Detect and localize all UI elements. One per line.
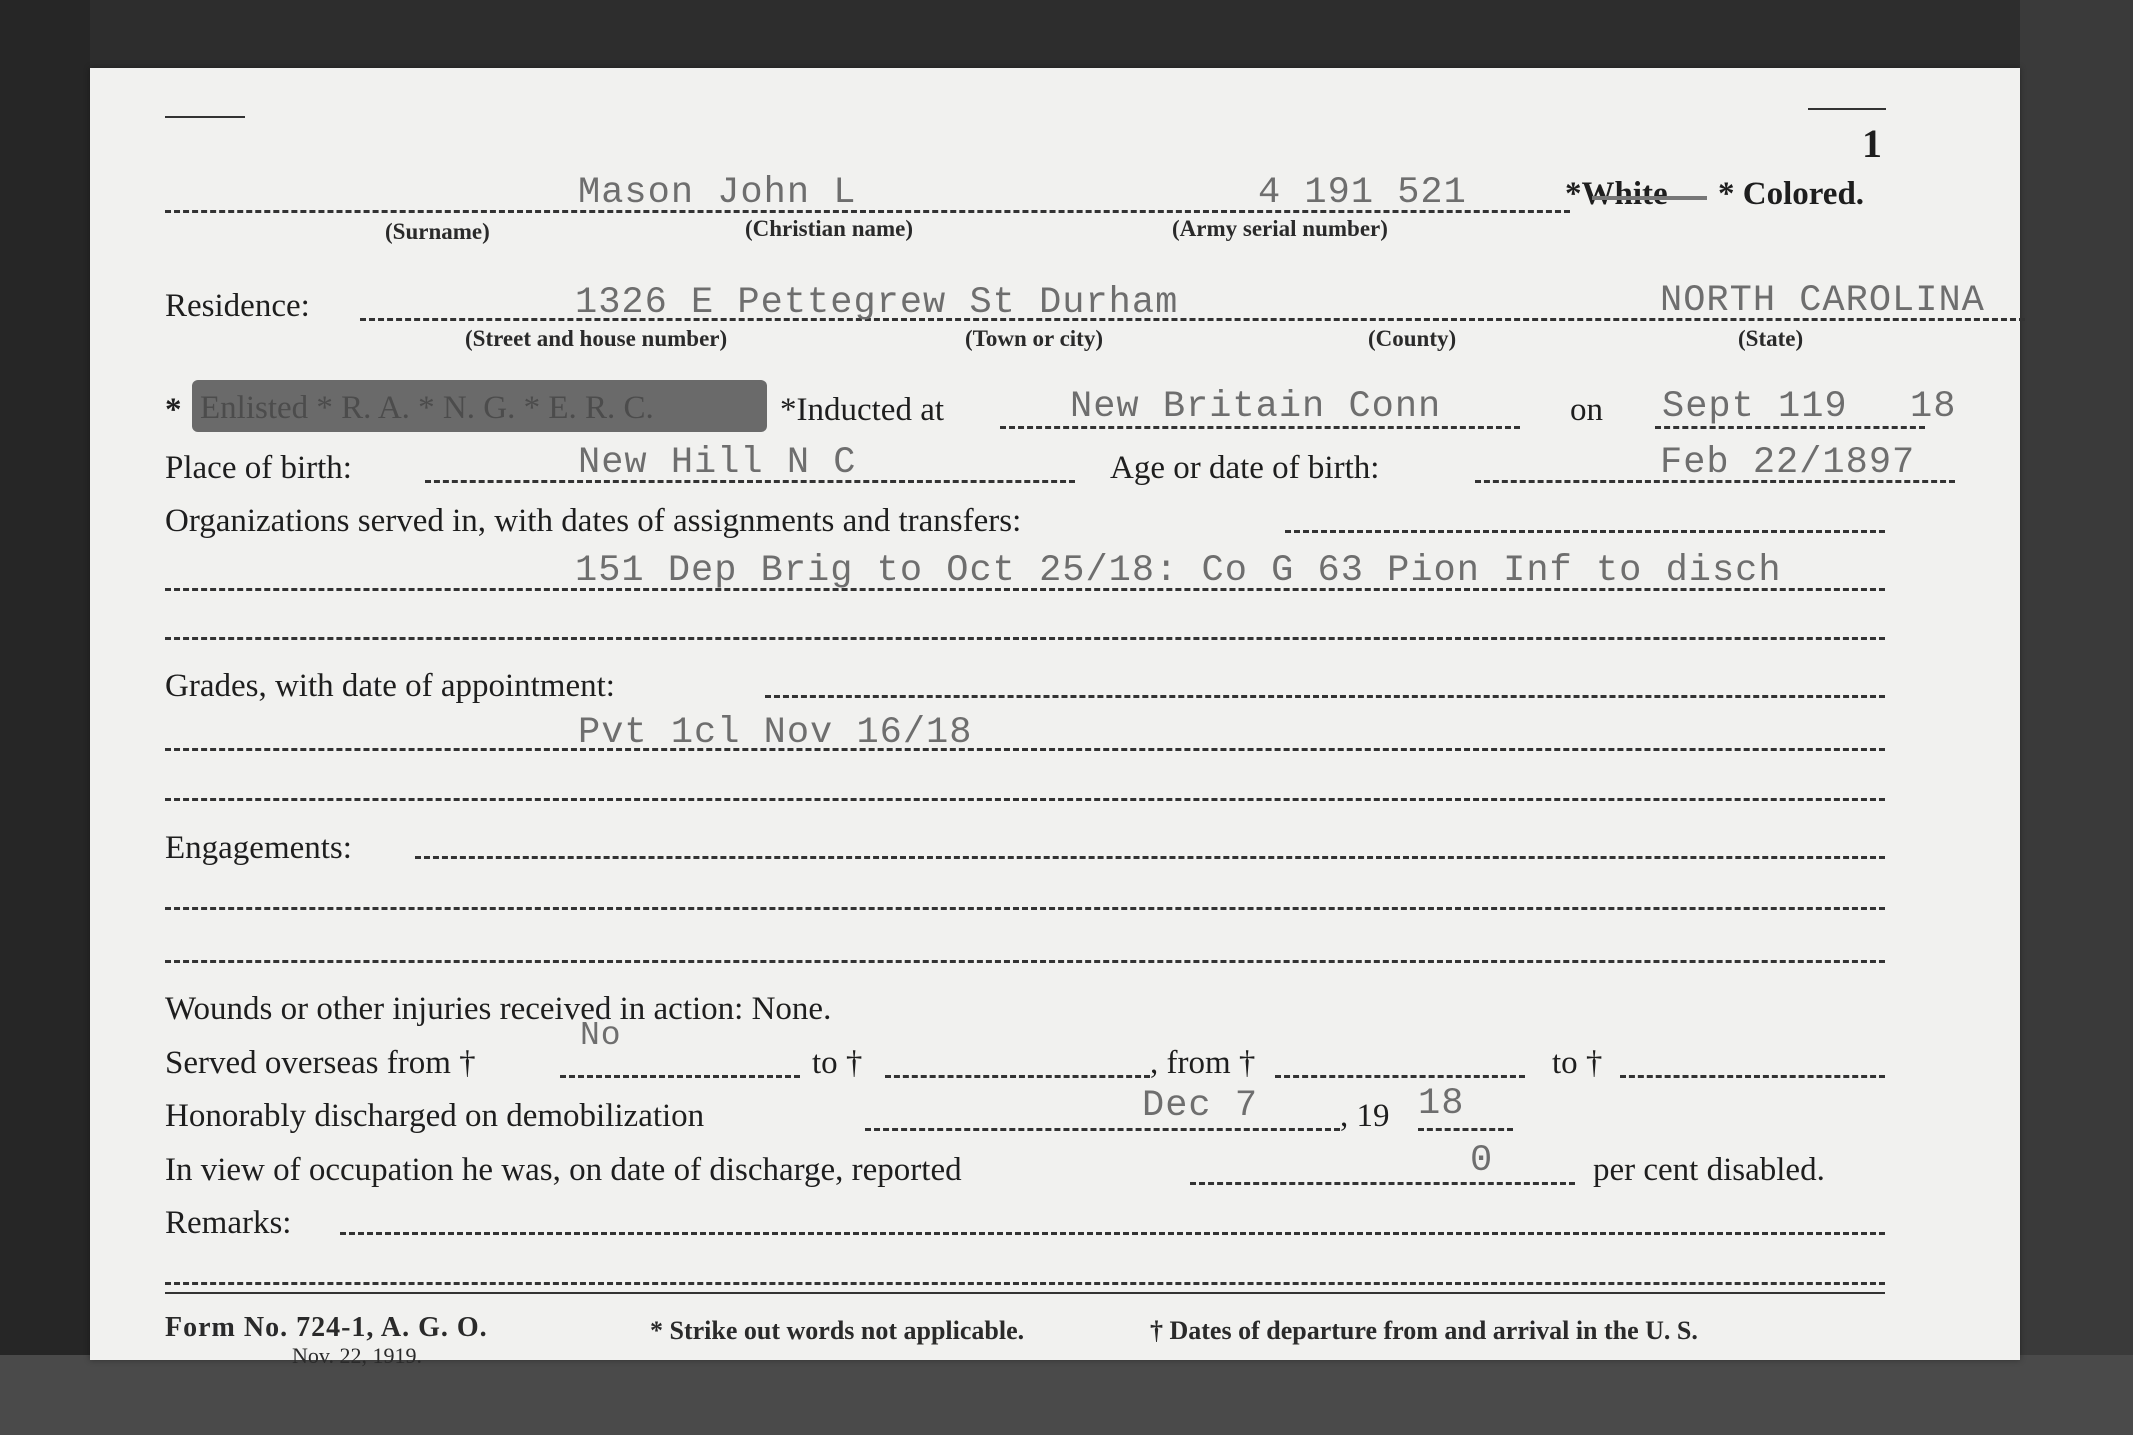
discharge-year: 18 — [1418, 1083, 1465, 1125]
disability-line — [1190, 1182, 1575, 1185]
overseas-to-line-1 — [885, 1075, 1150, 1078]
birth-place-value: New Hill N C — [578, 442, 857, 484]
organizations-line-1 — [1285, 530, 1885, 533]
residence-street-city: 1326 E Pettegrew St Durham — [575, 282, 1179, 324]
overseas-to-label-1: to † — [812, 1045, 863, 1081]
remarks-line-2 — [165, 1282, 1885, 1285]
form-number: Form No. 724-1, A. G. O. — [165, 1312, 488, 1343]
overseas-from-label-2: , from † — [1150, 1045, 1256, 1081]
discharge-year-prefix: , 19 — [1340, 1098, 1390, 1134]
redacted-enlisted-text: Enlisted * R. A. * N. G. * E. R. C. — [200, 390, 654, 426]
residence-label: Residence: — [165, 288, 310, 324]
inducted-place: New Britain Conn — [1070, 386, 1442, 428]
engagements-label: Engagements: — [165, 830, 352, 866]
organizations-label: Organizations served in, with dates of assignments and transfers: — [165, 503, 1022, 539]
serial-value: 4 191 521 — [1258, 172, 1467, 214]
surname-caption: (Surname) — [385, 219, 490, 244]
overseas-from-line-2 — [1275, 1075, 1525, 1078]
name-value: Mason John L — [578, 172, 857, 214]
disability-suffix: per cent disabled. — [1593, 1152, 1825, 1188]
footnote-dates: † Dates of departure from and arrival in the U. S. — [1150, 1316, 1698, 1345]
residence-state: NORTH CAROLINA — [1660, 280, 1985, 322]
grades-label: Grades, with date of appointment: — [165, 668, 615, 704]
inducted-label: *Inducted at — [780, 392, 945, 428]
page-number: 1 — [1862, 121, 1882, 166]
background-left — [0, 0, 90, 1435]
race-colored-label: * Colored. — [1718, 176, 1865, 212]
discharge-date-line — [865, 1128, 1340, 1131]
disability-label: In view of occupation he was, on date of discharge, reported — [165, 1152, 962, 1188]
remarks-label: Remarks: — [165, 1205, 292, 1241]
discharge-label: Honorably discharged on demobilization — [165, 1098, 705, 1134]
grades-line-3 — [165, 798, 1885, 801]
organizations-value: 151 Dep Brig to Oct 25/18: Co G 63 Pion Inf to disch — [575, 550, 1782, 592]
county-caption: (County) — [1368, 326, 1457, 351]
birth-place-label: Place of birth: — [165, 450, 352, 486]
organizations-line-3 — [165, 637, 1885, 640]
grades-line-1 — [765, 695, 1885, 698]
footnote-strike-out: * Strike out words not applicable. — [650, 1316, 1025, 1345]
overseas-from-line — [560, 1075, 800, 1078]
inducted-year: 18 — [1910, 386, 1957, 428]
top-right-rule — [1808, 108, 1886, 110]
enlisted-star: * — [165, 392, 182, 428]
grades-line-2 — [165, 748, 1885, 751]
wounds-label: Wounds or other injuries received in action: None. — [165, 991, 832, 1027]
christian-name-caption: (Christian name) — [745, 216, 914, 241]
overseas-to-label-2: to † — [1552, 1045, 1603, 1081]
engagements-line-3 — [165, 960, 1885, 963]
state-caption: (State) — [1738, 326, 1804, 351]
overseas-to-line-2 — [1620, 1075, 1885, 1078]
engagements-line-1 — [415, 856, 1885, 859]
remarks-line-1 — [340, 1232, 1885, 1235]
background-right — [2020, 0, 2133, 1435]
grades-value: Pvt 1cl Nov 16/18 — [578, 712, 973, 754]
overseas-value: No — [580, 1017, 622, 1054]
inducted-date: Sept 119 — [1662, 386, 1848, 428]
disability-value: 0 — [1470, 1140, 1494, 1182]
birth-date-value: Feb 22/1897 — [1660, 442, 1916, 484]
town-caption: (Town or city) — [965, 326, 1103, 351]
race-white-strike — [1592, 196, 1707, 200]
discharge-year-line — [1418, 1128, 1513, 1131]
engagements-line-2 — [165, 907, 1885, 910]
form-date: Nov. 22, 1919. — [292, 1343, 422, 1368]
top-left-rule — [165, 116, 245, 118]
race-white-label: *White — [1565, 176, 1668, 212]
street-caption: (Street and house number) — [465, 326, 728, 351]
inducted-on-label: on — [1570, 392, 1603, 428]
footer-rule — [165, 1292, 1885, 1294]
overseas-label: Served overseas from † — [165, 1045, 476, 1081]
serial-caption: (Army serial number) — [1172, 216, 1388, 241]
discharge-date: Dec 7 — [1142, 1085, 1259, 1127]
birth-date-label: Age or date of birth: — [1110, 450, 1380, 486]
